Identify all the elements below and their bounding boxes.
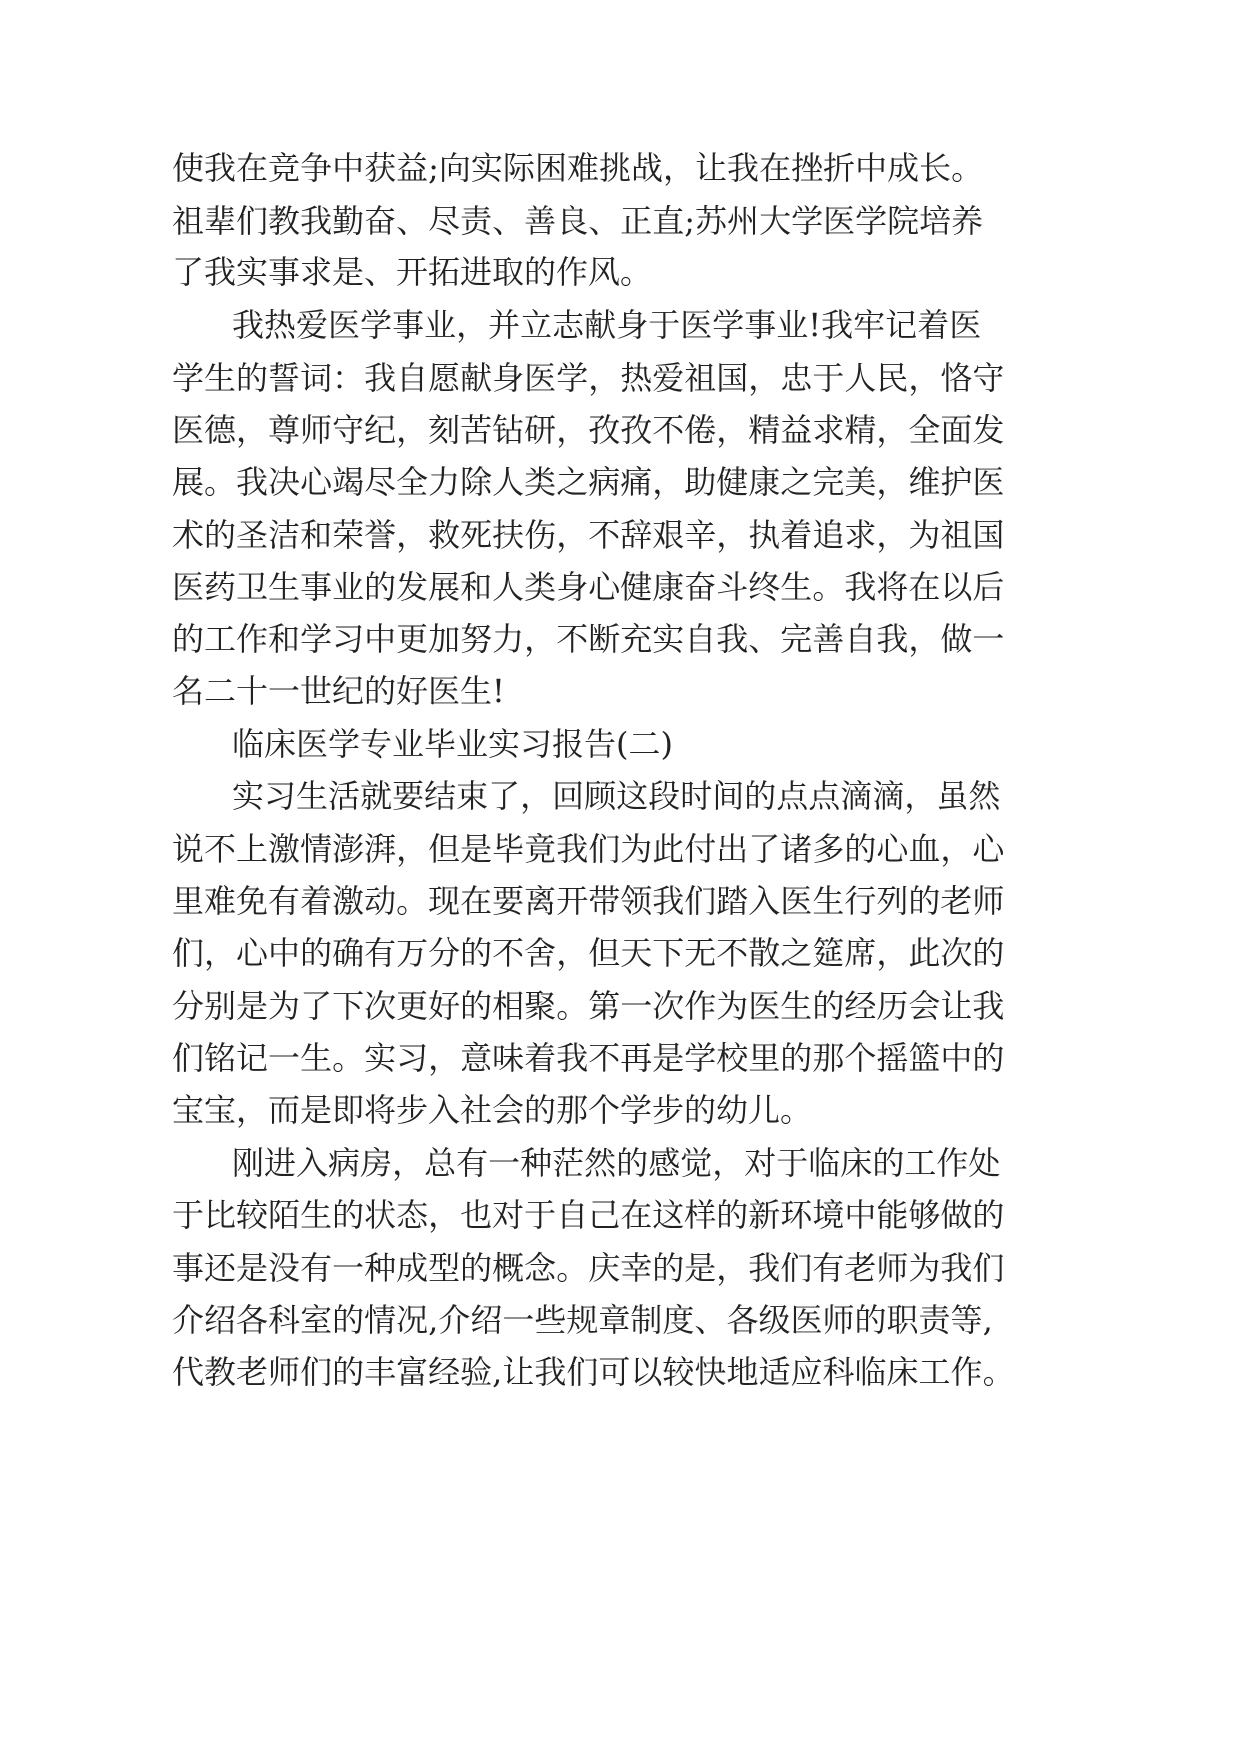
text-line: 展 。 我 决 心 竭 尽 全 力 除 人 类 之 病 痛 ， 助 健 康 之 完 美 ， 维 护 医 — [172, 463, 1005, 501]
text-line: 的 工 作 和 学 习 中 更 加 努 力 ， 不 断 充 实 自 我 、 完 善 自 我 ， 做 一 — [172, 620, 1005, 658]
text-line: 代 教 老 师 们 的 丰 富 经 验 , 让 我 们 可 以 较 快 地 适 应 科 临 床 工 作 。 — [172, 1353, 1015, 1391]
text-line: 宝宝，而是即将步入社会的那个学步的幼儿。 — [172, 1091, 813, 1129]
text-line: 了我实事求是、开拓进取的作风。 — [172, 253, 653, 291]
text-line: 事 还 是 没 有 一 种 成 型 的 概 念 。 庆 幸 的 是 ， 我 们 有 老 师 为 我 们 — [172, 1249, 1005, 1287]
text-line: 说 不 上 激 情 澎 湃 ， 但 是 毕 竟 我 们 为 此 付 出 了 诸 多 的 心 血 ， 心 — [172, 830, 1005, 868]
text-line: 使 我 在 竞 争 中 获 益 ; 向 实 际 困 难 挑 战 ， 让 我 在 挫 折 中 成 长 。 — [172, 149, 984, 187]
text-line: 术 的 圣 洁 和 荣 誉 ， 救 死 扶 伤 ， 不 辞 艰 辛 ， 执 着 追 求 ， 为 祖 国 — [172, 516, 1005, 554]
text-line: 名二十一世纪的好医生! — [172, 672, 505, 710]
text-line: 我 热 爱 医 学 事 业 ， 并 立 志 献 身 于 医 学 事 业 ! 我 牢 记 着 医 — [232, 306, 982, 344]
text-line: 实 习 生 活 就 要 结 束 了 ， 回 顾 这 段 时 间 的 点 点 滴 滴 ， 虽 然 — [232, 777, 1001, 815]
section-heading: 临床医学专业毕业实习报告(二) — [232, 725, 673, 763]
text-line: 医 德 ， 尊 师 守 纪 ， 刻 苦 钻 研 ， 孜 孜 不 倦 ， 精 益 求 精 ， 全 面 发 — [172, 411, 1005, 449]
text-line: 医 药 卫 生 事 业 的 发 展 和 人 类 身 心 健 康 奋 斗 终 生 。 我 将 在 以 后 — [172, 568, 1005, 606]
text-line: 刚 进 入 病 房 ， 总 有 一 种 茫 然 的 感 觉 ， 对 于 临 床 的 工 作 处 — [232, 1144, 1001, 1182]
text-line: 分 别 是 为 了 下 次 更 好 的 相 聚 。 第 一 次 作 为 医 生 的 经 历 会 让 我 — [172, 987, 1005, 1025]
text-line: 于 比 较 陌 生 的 状 态 ， 也 对 于 自 己 在 这 样 的 新 环 境 中 能 够 做 的 — [172, 1196, 1005, 1234]
text-line: 们 ， 心 中 的 确 有 万 分 的 不 舍 ， 但 天 下 无 不 散 之 筵 席 ， 此 次 的 — [172, 934, 1005, 972]
text-line: 介 绍 各 科 室 的 情 况 , 介 绍 一 些 规 章 制 度 、 各 级 医 师 的 职 责 等 , — [172, 1301, 993, 1339]
text-line: 学 生 的 誓 词 ： 我 自 愿 献 身 医 学 ， 热 爱 祖 国 ， 忠 于 人 民 ， 恪 守 — [172, 359, 1005, 397]
text-line: 祖 辈 们 教 我 勤 奋 、 尽 责 、 善 良 、 正 直 ; 苏 州 大 学 医 学 院 培 养 — [172, 202, 984, 240]
text-line: 里 难 免 有 着 激 动 。 现 在 要 离 开 带 领 我 们 踏 入 医 生 行 列 的 老 师 — [172, 882, 1005, 920]
text-line: 们 铭 记 一 生 。 实 习 ， 意 味 着 我 不 再 是 学 校 里 的 那 个 摇 篮 中 的 — [172, 1039, 1005, 1077]
